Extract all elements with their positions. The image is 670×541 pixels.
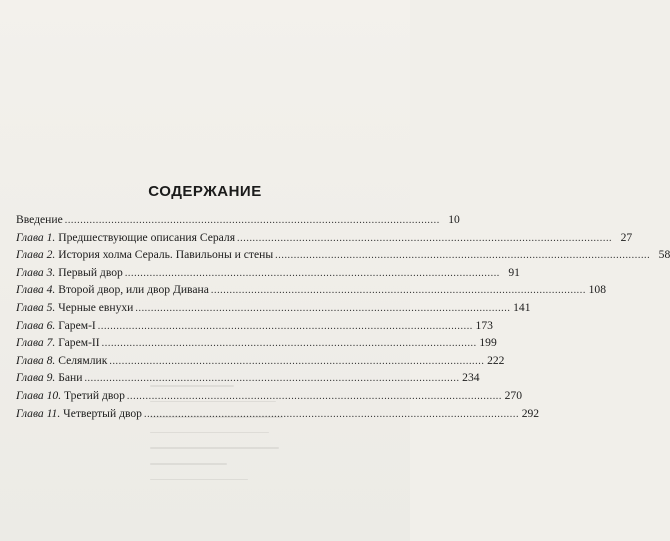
leader-dots: .........................................................................................................................: [84, 373, 460, 385]
toc-page-number: 199: [479, 336, 497, 350]
toc-chapter-number: Глава 7.: [16, 336, 56, 350]
leader-dots: .........................................................................................................................: [275, 250, 651, 262]
show-through-text: [150, 385, 290, 540]
toc-entry: [16, 352, 505, 370]
toc-page-number: 10: [448, 213, 460, 226]
toc-entry-label: [16, 334, 100, 352]
toc-chapter-title: История холма Сераль. Павильоны и стены: [58, 248, 274, 262]
toc-chapter-title: Черные евнухи: [58, 300, 134, 314]
toc-chapter-title: Гарем-II: [58, 336, 100, 350]
toc-page-number: 27: [620, 230, 633, 244]
toc-entry-label: [16, 405, 142, 423]
toc-chapter-number: Глава 5.: [16, 300, 56, 314]
leader-dots: .........................................................................................................................: [143, 408, 520, 420]
toc-page-number: 141: [513, 300, 531, 314]
leader-dots: .........................................................................................................................: [135, 302, 511, 314]
toc-page-number: 173: [475, 318, 493, 332]
leader-dots: .........................................................................................................................: [237, 232, 613, 244]
page-title: СОДЕРЖАНИЕ: [148, 183, 262, 200]
toc-chapter-title: Четвертый двор: [63, 406, 142, 420]
toc-chapter-number: Глава 4.: [16, 283, 56, 297]
toc-entry: [16, 317, 493, 335]
toc-chapter-number: Глава 3.: [16, 265, 56, 279]
toc-page-number: 292: [521, 406, 540, 420]
toc-page-number: 58: [658, 248, 670, 262]
toc-entry-label: [16, 299, 133, 317]
toc-chapter-number: Глава 11.: [16, 406, 61, 420]
leader-dots: .........................................................................................................................: [126, 390, 502, 402]
toc-entry-label: [16, 281, 209, 299]
toc-chapter-number: Глава 2.: [16, 248, 56, 262]
toc-page-number: 91: [508, 265, 520, 279]
toc-page-number: 222: [487, 353, 505, 367]
toc-page-number: 270: [504, 388, 522, 402]
leader-dots: .........................................................................................................................: [97, 320, 473, 332]
toc-chapter-title: Введение: [16, 213, 63, 226]
leader-dots: .........................................................................................................................: [64, 215, 440, 226]
toc-chapter-number: Глава 10.: [16, 388, 62, 402]
toc-entry-label: [16, 352, 107, 370]
toc-chapter-number: Глава 9.: [16, 371, 56, 385]
toc-entry: [16, 211, 460, 229]
leader-dots: .........................................................................................................................: [210, 285, 586, 297]
leader-dots: .........................................................................................................................: [101, 338, 477, 350]
toc-entry-label: [16, 387, 125, 405]
toc-entry-label: [16, 264, 123, 282]
toc-entry: [16, 334, 497, 352]
toc-entry: [16, 246, 670, 264]
toc-entry: [16, 281, 606, 299]
toc-entry-label: [16, 369, 82, 387]
toc-page-number: 234: [462, 371, 480, 385]
leader-dots: .........................................................................................................................: [124, 267, 500, 279]
toc-chapter-title: Третий двор: [64, 388, 125, 402]
toc-chapter-number: Глава 8.: [16, 353, 56, 367]
toc-chapter-title: Первый двор: [58, 265, 123, 279]
toc-entry-label: [16, 229, 235, 247]
toc-chapter-title: Второй двор, или двор Дивана: [58, 283, 209, 297]
toc-chapter-number: Глава 1.: [16, 230, 56, 244]
toc-page-number: 108: [588, 283, 606, 297]
toc-entry: [16, 229, 633, 247]
toc-entry: [16, 264, 520, 282]
toc-chapter-title: Бани: [58, 371, 83, 385]
toc-chapter-number: Глава 6.: [16, 318, 56, 332]
toc-entry: [16, 299, 531, 317]
toc-chapter-title: Селямлик: [58, 353, 108, 367]
toc-entry-label: [16, 317, 96, 335]
toc-chapter-title: Предшествующие описания Сераля: [58, 230, 236, 244]
toc-entry-label: [16, 246, 273, 264]
toc-entry-label: [16, 211, 63, 229]
toc-chapter-title: Гарем-I: [58, 318, 96, 332]
leader-dots: .........................................................................................................................: [109, 355, 485, 367]
